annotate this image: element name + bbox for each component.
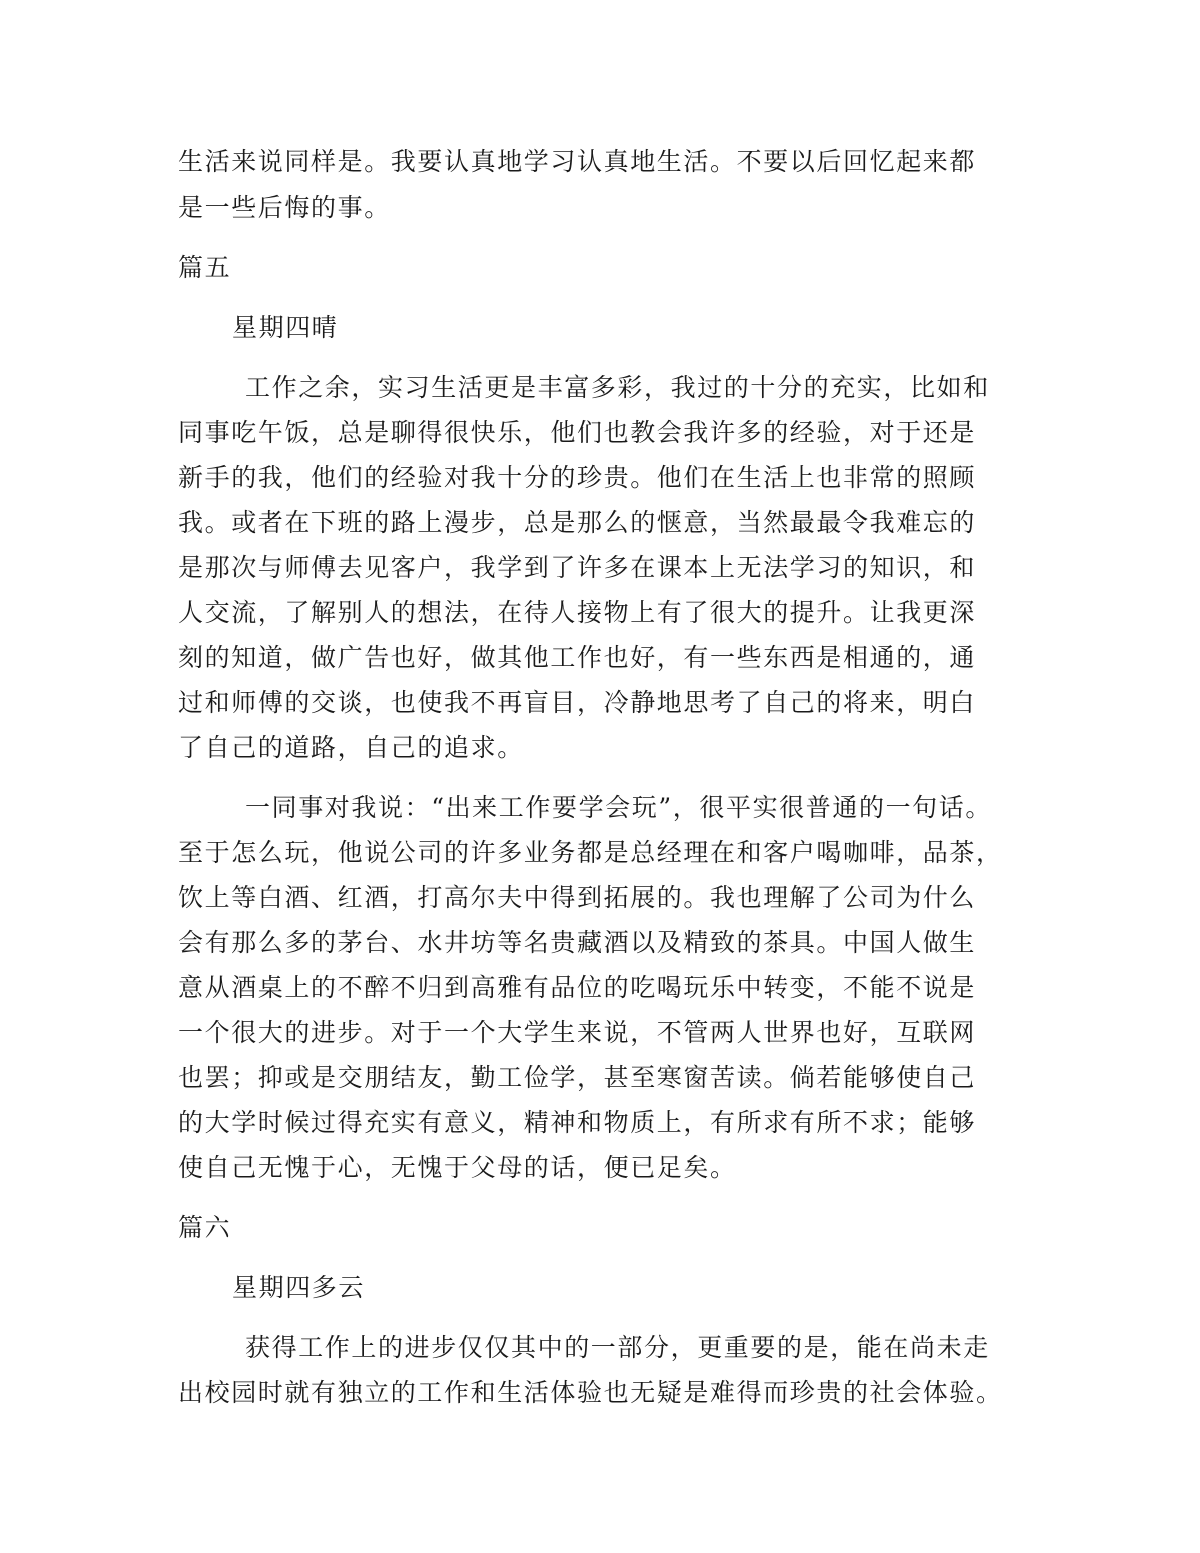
text-line: 出校园时就有独立的工作和生活体验也无疑是难得而珍贵的社会体验。 xyxy=(178,1378,1003,1407)
text-line: 生活来说同样是。我要认真地学习认真地生活。不要以后回忆起来都 xyxy=(178,147,977,176)
text-line: 我。或者在下班的路上漫步，总是那么的惬意，当然最最令我难忘的 xyxy=(178,508,977,537)
text-line: 饮上等白酒、红酒，打高尔夫中得到拓展的。我也理解了公司为什么 xyxy=(178,883,977,912)
text-line: 是一些后悔的事。 xyxy=(178,193,391,222)
text-line: 会有那么多的茅台、水井坊等名贵藏酒以及精致的茶具。中国人做生 xyxy=(178,928,977,957)
text-line: 人交流，了解别人的想法，在待人接物上有了很大的提升。让我更深 xyxy=(178,598,977,627)
text-line: 过和师傅的交谈，也使我不再盲目，冷静地思考了自己的将来，明白 xyxy=(178,688,977,717)
text-line: 了自己的道路，自己的追求。 xyxy=(178,733,524,762)
text-line: 的大学时候过得充实有意义，精神和物质上，有所求有所不求；能够 xyxy=(178,1108,977,1137)
text-line: 意从酒桌上的不醉不归到高雅有品位的吃喝玩乐中转变，不能不说是 xyxy=(178,973,977,1002)
text-line: 获得工作上的进步仅仅其中的一部分，更重要的是，能在尚未走 xyxy=(245,1333,990,1362)
text-line: 使自己无愧于心，无愧于父母的话，便已足矣。 xyxy=(178,1153,737,1182)
text-line: 同事吃午饭，总是聊得很快乐，他们也教会我许多的经验，对于还是 xyxy=(178,418,977,447)
text-line: 是那次与师傅去见客户，我学到了许多在课本上无法学习的知识，和 xyxy=(178,553,977,582)
text-line: 至于怎么玩，他说公司的许多业务都是总经理在和客户喝咖啡，品茶， xyxy=(178,838,1003,867)
section-heading: 篇六 xyxy=(178,1213,232,1242)
diary-date: 星期四多云 xyxy=(232,1273,366,1302)
section-heading: 篇五 xyxy=(178,253,232,282)
text-line: 工作之余，实习生活更是丰富多彩，我过的十分的充实，比如和 xyxy=(245,373,990,402)
text-line: 新手的我，他们的经验对我十分的珍贵。他们在生活上也非常的照顾 xyxy=(178,463,977,492)
text-line: 一个很大的进步。对于一个大学生来说，不管两人世界也好，互联网 xyxy=(178,1018,977,1047)
text-line: 也罢；抑或是交朋结友，勤工俭学，甚至寒窗苦读。倘若能够使自己 xyxy=(178,1063,977,1092)
diary-date: 星期四晴 xyxy=(232,313,339,342)
text-line: 一同事对我说：“出来工作要学会玩”，很平实很普通的一句话。 xyxy=(245,793,992,822)
text-line: 刻的知道，做广告也好，做其他工作也好，有一些东西是相通的，通 xyxy=(178,643,977,672)
